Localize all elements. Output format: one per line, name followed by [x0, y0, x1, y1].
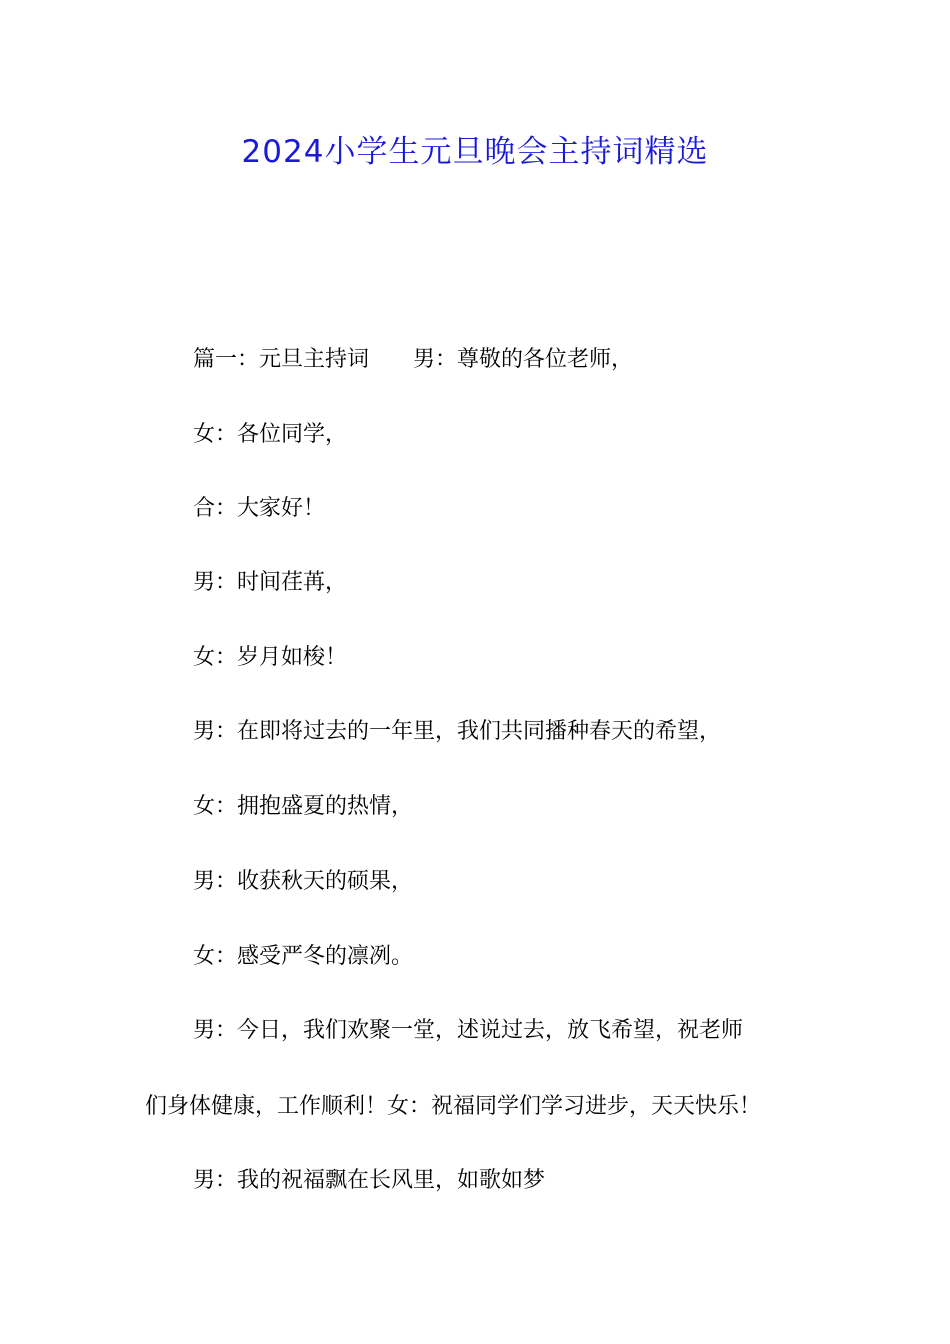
paragraph: [145, 1166, 807, 1196]
paragraph-text: 女：拥抱盛夏的热情，: [193, 794, 414, 819]
paragraph: [145, 942, 807, 972]
paragraph: [145, 792, 807, 822]
paragraph-text: 女：各位同学，: [193, 422, 348, 447]
paragraph: [145, 867, 807, 897]
paragraph: [145, 494, 807, 524]
paragraph-text: 男：收获秋天的硕果，: [193, 869, 414, 894]
paragraph: [145, 420, 807, 450]
paragraph-text: 女：感受严冬的凛冽。: [193, 944, 414, 969]
paragraph: [145, 568, 807, 598]
paragraph-text: 女：岁月如梭！: [193, 645, 348, 670]
paragraph-text: 男：我的祝福飘在长风里，如歌如梦: [193, 1168, 546, 1193]
paragraph-long: [145, 1016, 807, 1046]
paragraph-text: 男：时间荏苒，: [193, 570, 348, 595]
paragraph-text: 篇一：元旦主持词 男：尊敬的各位老师，: [193, 347, 634, 372]
paragraph-text: 们身体健康，工作顺利！女：祝福同学们学习进步，天天快乐！: [145, 1094, 762, 1119]
paragraph-text: 男：在即将过去的一年里，我们共同播种春天的希望，: [193, 719, 722, 744]
paragraph: [145, 717, 807, 747]
paragraph-long-continuation: [145, 1092, 807, 1122]
page-title: 2024小学生元旦晚会主持词精选: [241, 134, 709, 170]
paragraph-text: 合：大家好！: [193, 496, 326, 521]
paragraph-text: 男：今日，我们欢聚一堂，述说过去，放飞希望，祝老师: [193, 1018, 744, 1043]
paragraph: [145, 643, 807, 673]
paragraph: [145, 345, 807, 375]
